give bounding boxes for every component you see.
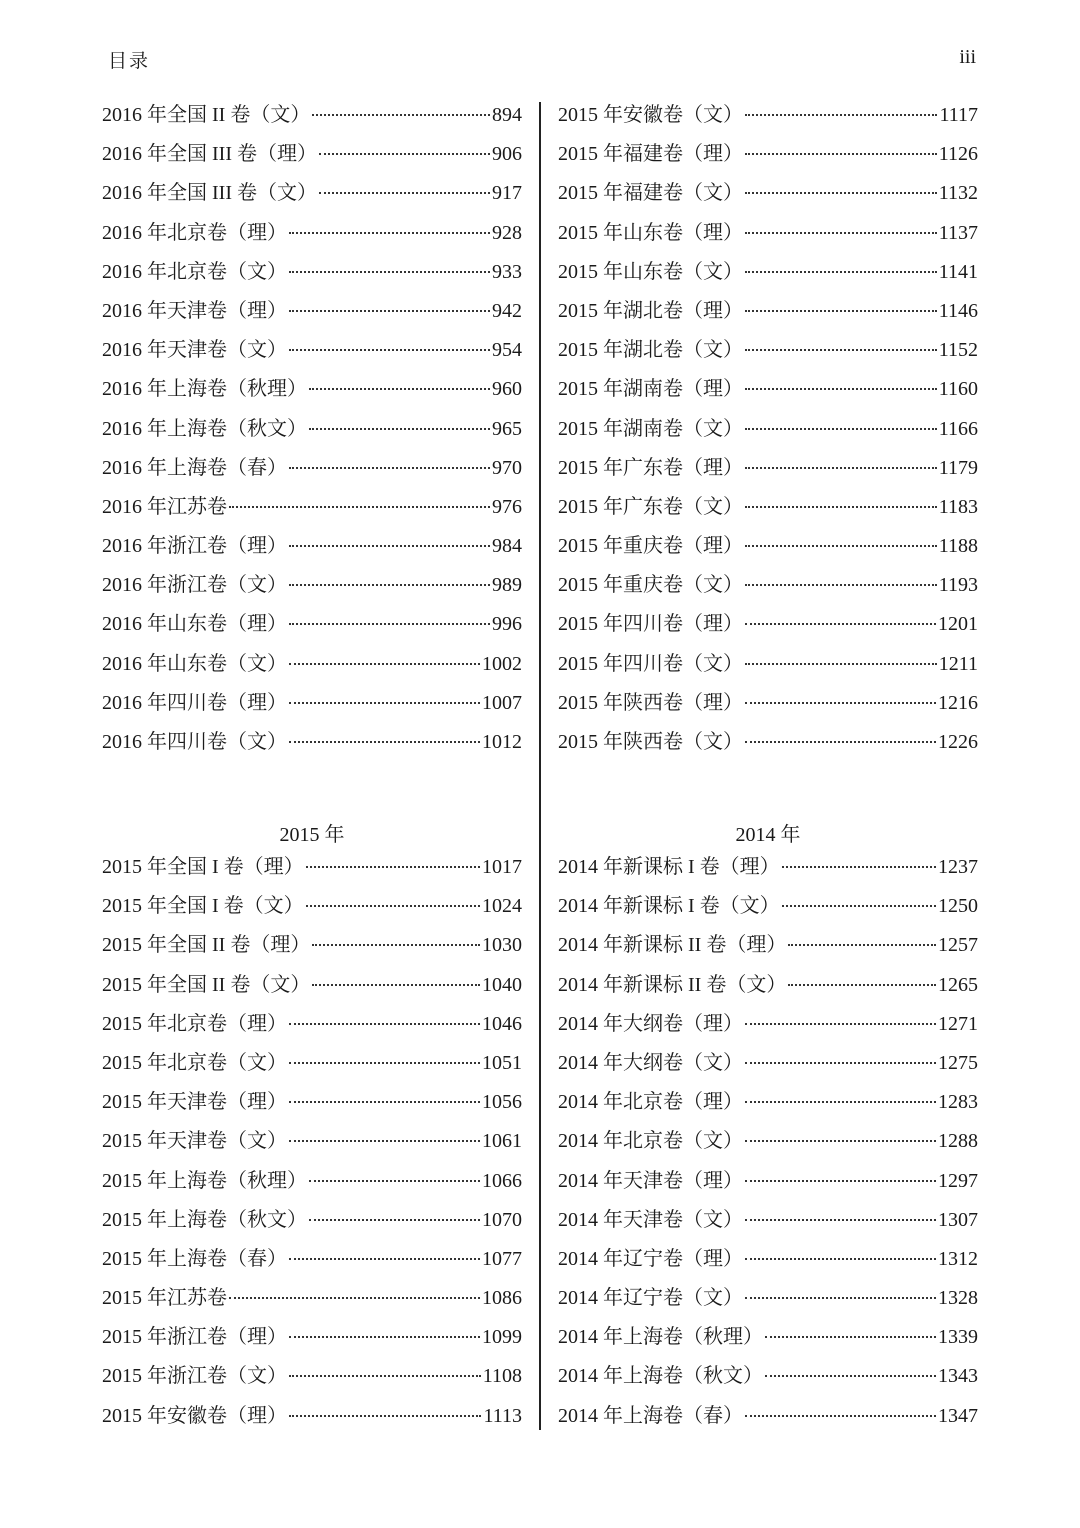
- toc-dot-leader: [788, 943, 936, 946]
- toc-entry-page-number: 1226: [938, 731, 978, 753]
- toc-entry-page-number: 1201: [938, 613, 978, 636]
- toc-entry-page-number: 1312: [938, 1247, 978, 1270]
- toc-dot-leader: [782, 904, 936, 907]
- toc-entry-title: 2014 年新课标 I 卷（理）: [558, 856, 780, 878]
- toc-entry[interactable]: [558, 490, 978, 529]
- toc-dot-leader: [745, 1414, 936, 1417]
- toc-dot-leader: [312, 943, 480, 946]
- toc-entry-title: 2015 年福建卷（理）: [558, 143, 743, 166]
- toc-entry-page-number: 1086: [482, 1287, 522, 1310]
- toc-dot-leader: [745, 1179, 936, 1182]
- toc-entry-page-number: 996: [492, 613, 522, 636]
- toc-entry[interactable]: [102, 98, 522, 137]
- toc-entry-title: 2015 年江苏卷: [102, 1287, 227, 1310]
- toc-entry[interactable]: [102, 372, 522, 411]
- toc-entry-title: 2014 年大纲卷（文）: [558, 1051, 743, 1074]
- toc-entry[interactable]: [558, 686, 978, 725]
- toc-entry[interactable]: [102, 255, 522, 294]
- toc-entry[interactable]: [102, 725, 522, 764]
- toc-dot-leader: [745, 309, 937, 312]
- toc-dot-leader: [289, 1022, 480, 1025]
- toc-entry-title: 2015 年广东卷（理）: [558, 456, 743, 479]
- toc-entry-page-number: 1265: [938, 973, 978, 996]
- toc-dot-leader: [289, 1374, 481, 1377]
- toc-entry-page-number: 1077: [482, 1247, 522, 1270]
- toc-dot-leader: [745, 1100, 936, 1103]
- toc-entry-page-number: 1141: [938, 260, 978, 283]
- toc-entry[interactable]: [102, 333, 522, 372]
- toc-entry-title: 2016 年全国 III 卷（理）: [102, 143, 317, 166]
- toc-entry[interactable]: [102, 412, 522, 451]
- toc-dot-leader: [289, 309, 490, 312]
- toc-entry-page-number: 984: [492, 535, 522, 558]
- toc-dot-leader: [289, 662, 480, 665]
- toc-entry[interactable]: [558, 176, 978, 215]
- toc-entry-title: 2016 年上海卷（秋文）: [102, 417, 307, 440]
- toc-dot-leader: [289, 622, 490, 625]
- toc-entry[interactable]: [102, 216, 522, 255]
- toc-entry-title: 2016 年全国 II 卷（文）: [102, 104, 311, 126]
- toc-entry-title: 2016 年四川卷（理）: [102, 691, 287, 714]
- toc-entry-page-number: 1188: [938, 535, 978, 558]
- toc-entry-page-number: 1193: [938, 574, 978, 597]
- toc-dot-leader: [289, 544, 490, 547]
- toc-dot-leader: [229, 1296, 480, 1299]
- toc-dot-leader: [289, 740, 480, 743]
- toc-entry[interactable]: [558, 1007, 978, 1046]
- toc-dot-leader: [289, 583, 490, 586]
- toc-entry[interactable]: [102, 928, 522, 967]
- toc-entry-title: 2015 年全国 I 卷（文）: [102, 895, 304, 918]
- toc-entry[interactable]: [558, 1046, 978, 1085]
- toc-entry[interactable]: [558, 137, 978, 176]
- toc-entry-page-number: 942: [492, 299, 522, 322]
- toc-entry-title: 2015 年上海卷（春）: [102, 1247, 287, 1270]
- toc-entry-page-number: 1216: [938, 691, 978, 714]
- toc-entry-page-number: 1211: [938, 652, 978, 675]
- toc-entry[interactable]: [102, 490, 522, 529]
- toc-entry-page-number: 1012: [482, 731, 522, 753]
- toc-entry-page-number: 1030: [482, 934, 522, 957]
- toc-entry-title: 2015 年全国 II 卷（文）: [102, 973, 311, 996]
- toc-entry-title: 2016 年山东卷（理）: [102, 613, 287, 636]
- toc-dot-leader: [289, 466, 490, 469]
- section-heading-2015: 2015 年: [279, 824, 345, 846]
- toc-entry[interactable]: [558, 647, 978, 686]
- toc-entry-page-number: 1007: [482, 691, 522, 714]
- toc-dot-leader: [309, 1218, 480, 1221]
- toc-entry[interactable]: [558, 451, 978, 490]
- toc-entry[interactable]: [558, 529, 978, 568]
- toc-entry-title: 2014 年新课标 II 卷（文）: [558, 973, 787, 996]
- toc-entry-page-number: 1126: [938, 143, 978, 166]
- toc-entry-page-number: 970: [492, 456, 522, 479]
- toc-entry-page-number: 1152: [938, 339, 978, 362]
- toc-dot-leader: [289, 1139, 480, 1142]
- toc-dot-leader: [289, 270, 490, 273]
- toc-entry-title: 2014 年北京卷（文）: [558, 1130, 743, 1153]
- toc-entry-page-number: 1051: [482, 1051, 522, 1074]
- toc-entry[interactable]: [558, 1085, 978, 1124]
- toc-entry[interactable]: [102, 1281, 522, 1320]
- toc-entry-title: 2015 年上海卷（秋文）: [102, 1208, 307, 1231]
- toc-entry-page-number: 1061: [482, 1130, 522, 1153]
- toc-dot-leader: [319, 191, 490, 194]
- toc-entry[interactable]: [102, 1124, 522, 1163]
- toc-dot-leader: [745, 583, 937, 586]
- toc-entry-title: 2015 年陕西卷（文）: [558, 731, 743, 753]
- toc-entry-title: 2015 年北京卷（理）: [102, 1012, 287, 1035]
- toc-entry-page-number: 906: [492, 143, 522, 166]
- toc-entry[interactable]: [558, 216, 978, 255]
- toc-dot-leader: [765, 1335, 936, 1338]
- toc-entry-title: 2014 年天津卷（理）: [558, 1169, 743, 1192]
- toc-entry-title: 2015 年山东卷（文）: [558, 260, 743, 283]
- toc-dot-leader: [745, 1257, 936, 1260]
- toc-entry-page-number: 1113: [483, 1404, 522, 1427]
- toc-entry-page-number: 1146: [938, 299, 978, 322]
- toc-entry[interactable]: [558, 1164, 978, 1203]
- toc-dot-leader: [745, 113, 937, 116]
- toc-entry-title: 2015 年重庆卷（理）: [558, 535, 743, 558]
- toc-entry-page-number: 1132: [938, 182, 978, 205]
- toc-entry[interactable]: [102, 1242, 522, 1281]
- toc-entry-page-number: 954: [492, 339, 522, 362]
- toc-entry-page-number: 976: [492, 495, 522, 518]
- section-heading-2014: 2014 年: [735, 824, 801, 846]
- toc-entry[interactable]: [102, 1164, 522, 1203]
- toc-dot-leader: [289, 1100, 480, 1103]
- toc-dot-leader: [745, 662, 937, 665]
- toc-entry-page-number: 1040: [482, 973, 522, 996]
- toc-dot-leader: [745, 505, 937, 508]
- toc-entry-title: 2016 年天津卷（理）: [102, 299, 287, 322]
- toc-entry[interactable]: [102, 1203, 522, 1242]
- toc-entry-title: 2015 年湖北卷（文）: [558, 339, 743, 362]
- toc-entry-title: 2016 年浙江卷（理）: [102, 535, 287, 558]
- toc-entry-page-number: 1250: [938, 895, 978, 918]
- toc-dot-leader: [309, 427, 490, 430]
- toc-entry[interactable]: [102, 1007, 522, 1046]
- toc-entry-page-number: 1275: [938, 1051, 978, 1074]
- toc-dot-leader: [289, 1257, 480, 1260]
- toc-entry-page-number: 928: [492, 221, 522, 244]
- toc-entry-title: 2016 年上海卷（春）: [102, 456, 287, 479]
- toc-entry-title: 2016 年全国 III 卷（文）: [102, 182, 317, 205]
- toc-entry[interactable]: [558, 1359, 978, 1398]
- toc-entry-page-number: 1166: [938, 417, 978, 440]
- toc-dot-leader: [745, 231, 937, 234]
- toc-entry-title: 2014 年天津卷（文）: [558, 1208, 743, 1231]
- toc-dot-leader: [782, 865, 936, 868]
- toc-entry-page-number: 933: [492, 260, 522, 283]
- toc-entry-title: 2015 年四川卷（理）: [558, 613, 743, 636]
- toc-list-2014-section: [558, 850, 978, 1438]
- toc-entry-title: 2014 年上海卷（秋文）: [558, 1365, 763, 1388]
- toc-dot-leader: [319, 152, 490, 155]
- toc-entry-page-number: 1002: [482, 652, 522, 675]
- toc-dot-leader: [788, 983, 936, 986]
- toc-entry-page-number: 1271: [938, 1012, 978, 1035]
- toc-entry-title: 2015 年安徽卷（理）: [102, 1404, 287, 1427]
- toc-dot-leader: [289, 701, 480, 704]
- toc-entry[interactable]: [558, 255, 978, 294]
- toc-entry-title: 2014 年大纲卷（理）: [558, 1012, 743, 1035]
- toc-entry[interactable]: [558, 294, 978, 333]
- toc-entry-title: 2014 年北京卷（理）: [558, 1091, 743, 1114]
- toc-entry[interactable]: [102, 647, 522, 686]
- toc-entry-page-number: 1297: [938, 1169, 978, 1192]
- toc-entry-page-number: 1339: [938, 1326, 978, 1349]
- toc-dot-leader: [745, 740, 936, 743]
- toc-entry-page-number: 1160: [938, 378, 978, 401]
- toc-entry[interactable]: [558, 1242, 978, 1281]
- toc-entry[interactable]: [558, 98, 978, 137]
- toc-entry-title: 2016 年江苏卷: [102, 495, 227, 518]
- toc-entry[interactable]: [102, 568, 522, 607]
- toc-entry-title: 2015 年山东卷（理）: [558, 221, 743, 244]
- toc-dot-leader: [745, 701, 936, 704]
- toc-entry-page-number: 894: [492, 104, 522, 126]
- toc-entry-title: 2015 年浙江卷（理）: [102, 1326, 287, 1349]
- toc-dot-leader: [289, 1335, 480, 1338]
- toc-entry[interactable]: [558, 372, 978, 411]
- running-head-page-number: iii: [959, 46, 976, 68]
- toc-dot-leader: [745, 1061, 936, 1064]
- toc-entry-page-number: 1137: [938, 221, 978, 244]
- toc-entry[interactable]: [102, 889, 522, 928]
- toc-entry-title: 2016 年上海卷（秋理）: [102, 378, 307, 401]
- toc-entry-page-number: 1056: [482, 1091, 522, 1114]
- toc-entry-page-number: 1347: [938, 1404, 978, 1427]
- toc-entry[interactable]: [558, 1203, 978, 1242]
- toc-entry-page-number: 1024: [482, 895, 522, 918]
- toc-entry-title: 2014 年新课标 I 卷（文）: [558, 895, 780, 918]
- toc-list-left-top: [102, 98, 522, 764]
- toc-entry[interactable]: [102, 137, 522, 176]
- toc-dot-leader: [745, 270, 937, 273]
- toc-entry[interactable]: [558, 725, 978, 764]
- toc-dot-leader: [289, 231, 490, 234]
- toc-entry-page-number: 1183: [938, 495, 978, 518]
- toc-entry-title: 2015 年天津卷（文）: [102, 1130, 287, 1153]
- toc-entry-title: 2014 年辽宁卷（文）: [558, 1287, 743, 1310]
- toc-entry-title: 2014 年辽宁卷（理）: [558, 1247, 743, 1270]
- toc-entry[interactable]: [558, 1124, 978, 1163]
- running-head-section: 目录: [108, 50, 151, 72]
- toc-dot-leader: [745, 1218, 936, 1221]
- toc-entry-page-number: 1066: [482, 1169, 522, 1192]
- toc-entry-title: 2015 年上海卷（秋理）: [102, 1169, 307, 1192]
- toc-entry[interactable]: [102, 294, 522, 333]
- toc-entry-title: 2015 年广东卷（文）: [558, 495, 743, 518]
- toc-entry[interactable]: [102, 968, 522, 1007]
- toc-entry[interactable]: [102, 451, 522, 490]
- toc-entry-page-number: 965: [492, 417, 522, 440]
- toc-entry-title: 2015 年湖南卷（理）: [558, 378, 743, 401]
- toc-entry-page-number: 1046: [482, 1012, 522, 1035]
- toc-dot-leader: [745, 387, 937, 390]
- toc-entry-title: 2015 年浙江卷（文）: [102, 1365, 287, 1388]
- toc-dot-leader: [745, 1139, 936, 1142]
- toc-dot-leader: [745, 427, 937, 430]
- toc-entry-title: 2015 年北京卷（文）: [102, 1051, 287, 1074]
- toc-entry[interactable]: [558, 889, 978, 928]
- toc-entry-title: 2016 年天津卷（文）: [102, 339, 287, 362]
- toc-entry[interactable]: [558, 333, 978, 372]
- toc-dot-leader: [289, 348, 490, 351]
- toc-entry-page-number: 1237: [938, 856, 978, 878]
- toc-entry-title: 2016 年四川卷（文）: [102, 731, 287, 753]
- toc-entry[interactable]: [558, 1320, 978, 1359]
- toc-entry-title: 2015 年安徽卷（文）: [558, 104, 743, 126]
- toc-entry-page-number: 1099: [482, 1326, 522, 1349]
- toc-entry-page-number: 1288: [938, 1130, 978, 1153]
- toc-entry-page-number: 917: [492, 182, 522, 205]
- toc-entry-title: 2015 年全国 II 卷（理）: [102, 934, 311, 957]
- toc-entry[interactable]: [558, 928, 978, 967]
- toc-entry-page-number: 1307: [938, 1208, 978, 1231]
- toc-entry[interactable]: [102, 1399, 522, 1438]
- toc-dot-leader: [289, 1061, 480, 1064]
- toc-entry-page-number: 960: [492, 378, 522, 401]
- toc-entry-title: 2015 年湖北卷（理）: [558, 299, 743, 322]
- toc-entry-title: 2014 年新课标 II 卷（理）: [558, 934, 787, 957]
- toc-entry[interactable]: [558, 412, 978, 451]
- toc-entry-title: 2015 年天津卷（理）: [102, 1091, 287, 1114]
- column-divider: [539, 102, 541, 1430]
- toc-entry[interactable]: [102, 1046, 522, 1085]
- toc-entry-title: 2014 年上海卷（春）: [558, 1404, 743, 1427]
- toc-entry-page-number: 1117: [939, 104, 978, 126]
- toc-entry-title: 2016 年北京卷（文）: [102, 260, 287, 283]
- toc-entry-title: 2015 年重庆卷（文）: [558, 574, 743, 597]
- toc-entry-page-number: 989: [492, 574, 522, 597]
- toc-entry[interactable]: [558, 607, 978, 646]
- toc-entry[interactable]: [102, 850, 522, 889]
- toc-dot-leader: [312, 113, 490, 116]
- toc-dot-leader: [745, 544, 937, 547]
- toc-entry-page-number: 1343: [938, 1365, 978, 1388]
- toc-dot-leader: [229, 505, 490, 508]
- toc-dot-leader: [745, 191, 937, 194]
- toc-entry-page-number: 1070: [482, 1208, 522, 1231]
- toc-entry-title: 2016 年浙江卷（文）: [102, 574, 287, 597]
- toc-entry[interactable]: [558, 1281, 978, 1320]
- toc-entry[interactable]: [558, 968, 978, 1007]
- toc-dot-leader: [745, 1022, 936, 1025]
- toc-entry-title: 2016 年山东卷（文）: [102, 652, 287, 675]
- toc-entry[interactable]: [102, 1320, 522, 1359]
- toc-list-2015-section: [102, 850, 522, 1438]
- toc-dot-leader: [312, 983, 480, 986]
- toc-entry[interactable]: [102, 529, 522, 568]
- toc-entry-page-number: 1179: [938, 456, 978, 479]
- toc-entry-title: 2015 年四川卷（文）: [558, 652, 743, 675]
- toc-entry-title: 2016 年北京卷（理）: [102, 221, 287, 244]
- toc-dot-leader: [306, 904, 480, 907]
- toc-entry-title: 2014 年上海卷（秋理）: [558, 1326, 763, 1349]
- toc-dot-leader: [745, 1296, 936, 1299]
- toc-entry-page-number: 1108: [482, 1365, 522, 1388]
- toc-dot-leader: [745, 622, 936, 625]
- toc-entry[interactable]: [102, 1085, 522, 1124]
- toc-entry-title: 2015 年全国 I 卷（理）: [102, 856, 304, 878]
- toc-entry-title: 2015 年福建卷（文）: [558, 182, 743, 205]
- toc-entry[interactable]: [102, 176, 522, 215]
- toc-entry[interactable]: [102, 1359, 522, 1398]
- toc-entry[interactable]: [558, 1399, 978, 1438]
- toc-entry[interactable]: [102, 607, 522, 646]
- toc-list-right-top: [558, 98, 978, 764]
- toc-dot-leader: [306, 865, 480, 868]
- toc-entry-title: 2015 年陕西卷（理）: [558, 691, 743, 714]
- toc-entry-page-number: 1257: [938, 934, 978, 957]
- toc-dot-leader: [745, 348, 937, 351]
- toc-entry[interactable]: [558, 568, 978, 607]
- toc-dot-leader: [745, 466, 937, 469]
- toc-entry-page-number: 1017: [482, 856, 522, 878]
- toc-dot-leader: [309, 387, 490, 390]
- toc-dot-leader: [309, 1179, 480, 1182]
- toc-entry[interactable]: [558, 850, 978, 889]
- toc-dot-leader: [289, 1414, 481, 1417]
- toc-dot-leader: [745, 152, 937, 155]
- toc-dot-leader: [765, 1374, 936, 1377]
- toc-entry-page-number: 1328: [938, 1287, 978, 1310]
- toc-entry-title: 2015 年湖南卷（文）: [558, 417, 743, 440]
- toc-entry[interactable]: [102, 686, 522, 725]
- toc-entry-page-number: 1283: [938, 1091, 978, 1114]
